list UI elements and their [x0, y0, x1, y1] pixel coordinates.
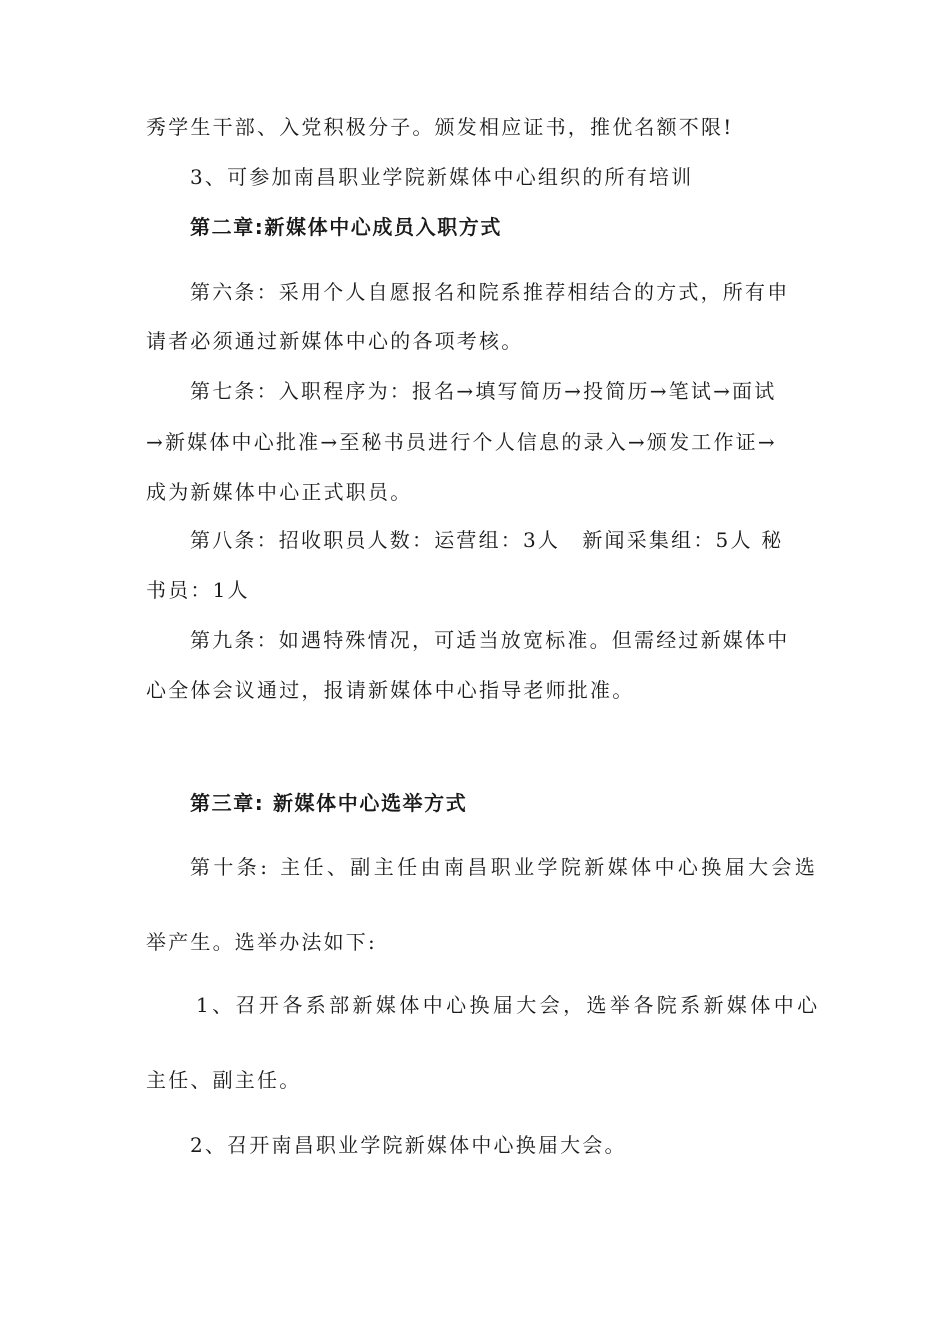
article-7-line-2: →新媒体中心批准→至秘书员进行个人信息的录入→颁发工作证→ [146, 430, 777, 454]
article-8-line-1: 第八条：招收职员人数：运营组：3人 新闻采集组：5人 秘 [190, 528, 784, 552]
chapter-3-heading: 第三章: 新媒体中心选举方式 [190, 791, 468, 815]
article-7-line-1: 第七条：入职程序为：报名→填写简历→投简历→笔试→面试 [190, 379, 777, 403]
election-step-1-line-2: 主任、副主任。 [146, 1068, 302, 1092]
article-10-line-1: 第十条: 主任、副主任由南昌职业学院新媒体中心换届大会选 [190, 855, 819, 879]
article-8-line-2: 书员：1人 [146, 578, 250, 602]
paragraph-line: 秀学生干部、入党积极分子。颁发相应证书，推优名额不限! [146, 115, 734, 139]
article-7-line-3: 成为新媒体中心正式职员。 [146, 480, 413, 504]
list-item-3: 3、可参加南昌职业学院新媒体中心组织的所有培训 [190, 165, 694, 189]
chapter-2-heading: 第二章:新媒体中心成员入职方式 [190, 215, 502, 239]
article-9-line-1: 第九条：如遇特殊情况，可适当放宽标准。但需经过新媒体中 [190, 628, 790, 652]
election-step-1-line-1: 1、召开各系部新媒体中心换届大会，选举各院系新媒体中心 [196, 993, 821, 1017]
article-6-line-1: 第六条：采用个人自愿报名和院系推荐相结合的方式，所有申 [190, 280, 790, 304]
election-step-2: 2、召开南昌职业学院新媒体中心换届大会。 [190, 1133, 627, 1157]
article-9-line-2: 心全体会议通过，报请新媒体中心指导老师批准。 [146, 678, 635, 702]
article-6-line-2: 请者必须通过新媒体中心的各项考核。 [146, 329, 524, 353]
article-10-line-2: 举产生。选举办法如下: [146, 930, 377, 954]
